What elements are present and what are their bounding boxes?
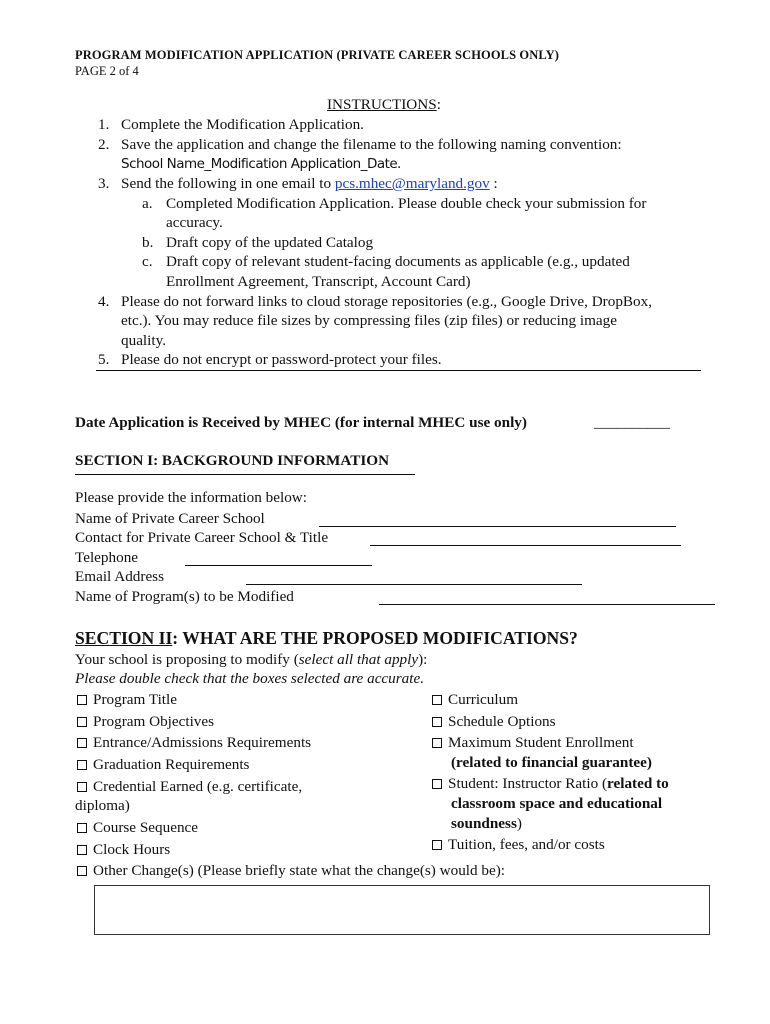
instructions-heading-text: INSTRUCTIONS [327,96,437,113]
instruction-4-line-2: etc.). You may reduce file sizes by compressing files (zip files) or reducing image [121,312,617,329]
option-ratio-note-2-plain: ) [516,815,522,832]
checkbox-icon[interactable] [77,760,87,770]
section-2-intro-after: ): [418,651,428,668]
option-label-bold: related to [607,775,669,792]
section-2-intro [75,650,427,670]
sub-a-line-2: accuracy. [166,214,223,231]
instruction-5-num: 5. [98,351,110,368]
checkbox-icon[interactable] [432,738,442,748]
instruction-3-text-after: : [489,175,498,192]
sub-a-num: a. [142,195,153,212]
instruction-4-num: 4. [98,293,110,310]
program-name-label: Name of Program(s) to be Modified [75,588,294,605]
option-label: Program Title [93,691,177,708]
instructions-heading [327,95,441,115]
section-1-underline [75,474,415,475]
sub-b-num: b. [142,234,154,251]
option-label: Program Objectives [93,713,215,730]
option-tuition-fees[interactable] [432,835,605,855]
option-ratio-note-1: classroom space and educational [451,795,663,812]
option-label: Other Change(s) (Please briefly state what the change(s) would be): [93,862,506,879]
option-student-instructor-ratio[interactable] [432,774,669,794]
school-name-label: Name of Private Career School [75,510,265,527]
option-credential-earned[interactable] [77,777,302,797]
instructions-heading-colon: : [436,96,441,113]
program-name-field[interactable] [379,604,715,605]
sub-c-line-1: Draft copy of relevant student-facing documents as applicable (e.g., updated [166,253,630,270]
checkbox-icon[interactable] [77,866,87,876]
email-field[interactable] [246,584,582,585]
checkbox-icon[interactable] [77,717,87,727]
section-1-title: SECTION I: BACKGROUND INFORMATION [75,452,390,469]
instructions-divider [96,370,701,371]
option-entrance-requirements[interactable] [77,733,311,753]
section-2-title-prefix: SECTION II [75,628,173,648]
instruction-1-text: Complete the Modification Application. [121,116,364,133]
option-label: Maximum Student Enrollment [448,734,634,751]
sub-a-line-1: Completed Modification Application. Please double check your submission for [166,195,647,212]
option-course-sequence[interactable] [77,818,198,838]
section-2-title-rest: : WHAT ARE THE PROPOSED MODIFICATIONS? [172,628,578,648]
option-label: Curriculum [448,691,519,708]
contact-label: Contact for Private Career School & Title [75,529,329,546]
instruction-4-line-3: quality. [121,332,166,349]
option-maximum-enrollment-note: (related to financial guarantee) [451,754,652,771]
instruction-3-text-before: Send the following in one email to [121,175,335,192]
instruction-5-text: Please do not encrypt or password-protect your files. [121,351,442,368]
sub-c-num: c. [142,253,153,270]
section-1-intro: Please provide the information below: [75,489,307,506]
section-2-note: Please double check that the boxes selected are accurate. [75,670,425,687]
sub-b-line-1: Draft copy of the updated Catalog [166,234,374,251]
email-link[interactable]: pcs.mhec@maryland.gov [334,175,490,192]
naming-convention-period: . [397,155,402,172]
date-received-label: Date Application is Received by MHEC (for internal MHEC use only) [75,414,527,431]
instruction-4-line-1: Please do not forward links to cloud storage repositories (e.g., Google Drive, DropBox, [121,293,653,310]
checkbox-icon[interactable] [77,823,87,833]
naming-convention-value: School Name_Modification Application_Date [121,156,398,172]
option-ratio-note-2 [451,814,522,834]
checkbox-icon[interactable] [432,840,442,850]
option-label: Entrance/Admissions Requirements [93,734,312,751]
option-other-change[interactable] [77,861,505,881]
section-2-intro-italic: select all that apply [298,651,419,668]
option-label: Course Sequence [93,819,199,836]
option-schedule-options[interactable] [432,712,556,732]
instruction-2-text: Save the application and change the filename to the following naming convention: [121,136,622,153]
naming-convention [121,154,401,175]
page-number: PAGE 2 of 4 [75,64,139,78]
checkbox-icon[interactable] [77,845,87,855]
option-graduation-requirements[interactable] [77,755,249,775]
checkbox-icon[interactable] [77,695,87,705]
section-2-intro-before: Your school is proposing to modify ( [75,651,299,668]
option-ratio-note-2-bold: soundness [451,815,517,832]
checkbox-icon[interactable] [432,779,442,789]
instruction-3-num: 3. [98,175,110,192]
option-label: Credential Earned (e.g. certificate, [93,778,303,795]
checkbox-icon[interactable] [432,695,442,705]
instruction-3-text [121,174,498,194]
option-label: Graduation Requirements [93,756,250,773]
option-program-objectives[interactable] [77,712,214,732]
option-label: Clock Hours [93,841,171,858]
telephone-label: Telephone [75,549,139,566]
school-name-field[interactable] [319,526,676,527]
checkbox-icon[interactable] [77,738,87,748]
date-received-blank[interactable]: __________ [594,414,670,431]
option-label: Tuition, fees, and/or costs [448,836,605,853]
option-curriculum[interactable] [432,690,518,710]
checkbox-icon[interactable] [77,782,87,792]
option-maximum-enrollment[interactable] [432,733,634,753]
instruction-1-num: 1. [98,116,110,133]
option-label: Student: Instructor Ratio ( [448,775,608,792]
other-change-textbox[interactable] [94,885,710,935]
option-program-title[interactable] [77,690,177,710]
checkbox-icon[interactable] [432,717,442,727]
sub-c-line-2: Enrollment Agreement, Transcript, Account Card) [166,273,471,290]
section-2-title [75,628,578,649]
option-label: Schedule Options [448,713,556,730]
contact-field[interactable] [370,545,681,546]
email-label: Email Address [75,568,165,585]
telephone-field[interactable] [185,565,372,566]
option-clock-hours[interactable] [77,840,170,860]
form-title: PROGRAM MODIFICATION APPLICATION (PRIVATE CAREER SCHOOLS ONLY) [75,48,560,62]
instruction-2-num: 2. [98,136,110,153]
option-credential-earned-cont: diploma) [75,797,130,814]
